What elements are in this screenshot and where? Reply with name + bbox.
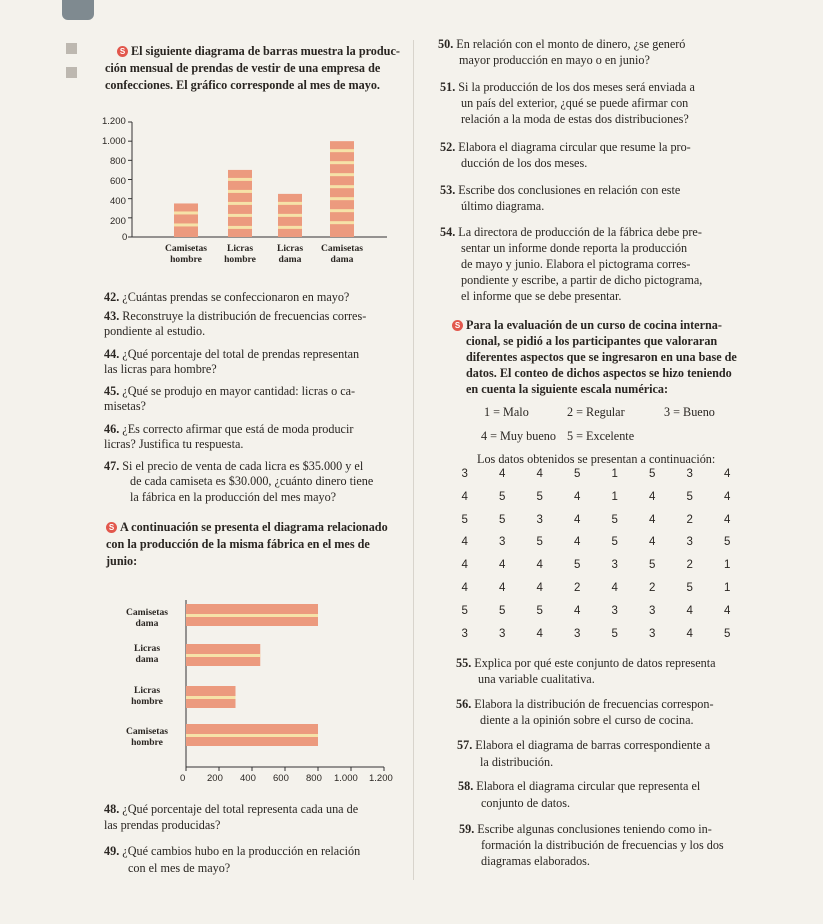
bar-stripe [278, 226, 302, 229]
question-50-cont: mayor producción en mayo o en junio? [459, 53, 650, 67]
may-bar-chart [102, 112, 402, 282]
table-row [446, 491, 746, 514]
question-42: 42. ¿Cuántas prendas se confeccionaron en mayo? [104, 290, 350, 304]
question-53: 53. Escribe dos conclusiones en relación con este [440, 183, 681, 197]
intro-cocina-line-1: S Para la evaluación de un curso de cocina interna- [452, 318, 722, 334]
table-cell: 3 [649, 604, 656, 617]
question-45-cont: misetas? [104, 399, 146, 413]
table-cell: 4 [499, 581, 506, 594]
table-cell: 5 [686, 581, 693, 594]
question-51-cont: un país del exterior, ¿qué se puede afirmar con [461, 96, 689, 110]
table-cell: 4 [574, 513, 581, 526]
table-cell: 5 [536, 536, 543, 549]
bar-stripe [228, 178, 252, 181]
question-44-cont: las licras para hombre? [104, 362, 217, 376]
table-cell: 5 [536, 604, 543, 617]
intro-cocina-line-5: en cuenta la siguiente escala numérica: [466, 382, 669, 396]
y-tick-label: 200 [110, 216, 126, 227]
table-cell: 4 [536, 559, 543, 572]
june-bar-chart [100, 595, 410, 795]
bar-stripe [330, 161, 354, 164]
table-row [446, 559, 746, 582]
bar-stripe [186, 734, 318, 737]
table-cell: 1 [611, 490, 618, 503]
table-row [446, 605, 746, 628]
table-cell: 3 [461, 627, 468, 640]
scale-item: 1 = Malo [484, 405, 529, 419]
y-category-label: Camisetas dama [125, 607, 169, 629]
table-cell: 4 [686, 604, 693, 617]
table-cell: 5 [649, 468, 656, 480]
y-tick-label: 0 [122, 232, 128, 243]
bar-stripe [186, 654, 260, 657]
table-cell: 4 [461, 559, 468, 572]
y-category-label: Licras hombre [131, 685, 163, 707]
x-category-label: Licras dama [276, 243, 304, 265]
table-cell: 4 [499, 559, 506, 572]
bar-stripe [278, 202, 302, 205]
section-badge-icon: S [452, 320, 463, 331]
table-row [446, 628, 746, 651]
y-category-label: Licras dama [133, 643, 161, 665]
table-cell: 4 [686, 627, 693, 640]
question-55: 55. Explica por qué este conjunto de datos representa [456, 656, 716, 670]
bar-stripe [228, 190, 252, 193]
question-54-cont: de mayo y junio. Elabora el pictograma corres- [461, 257, 691, 271]
table-cell: 2 [574, 581, 581, 594]
table-cell: 3 [686, 468, 693, 480]
table-cell: 1 [611, 468, 618, 480]
x-tick-label: 400 [240, 773, 256, 784]
bar-stripe [228, 226, 252, 229]
column-divider [413, 40, 414, 880]
question-58: 58. Elabora el diagrama circular que representa el [458, 779, 701, 793]
table-cell: 2 [649, 581, 656, 594]
table-intro: Los datos obtenidos se presentan a continuación: [477, 452, 716, 466]
table-cell: 4 [611, 581, 618, 594]
scale-item: 5 = Excelente [567, 429, 635, 443]
question-54-cont: pondiente y escribe, a partir de dicho pictograma, [461, 273, 703, 287]
question-54-cont: el informe que se debe presentar. [461, 289, 622, 303]
question-44: 44. ¿Qué porcentaje del total de prendas representan [104, 347, 360, 361]
table-cell: 4 [536, 468, 543, 480]
question-48-cont: las prendas producidas? [104, 818, 221, 832]
table-cell: 4 [536, 581, 543, 594]
intro-bar-line-3: confecciones. El gráfico corresponde al mes de mayo. [105, 78, 380, 92]
question-45: 45. ¿Qué se produjo en mayor cantidad: licras o ca- [104, 384, 356, 398]
question-46: 46. ¿Es correcto afirmar que está de moda producir [104, 422, 354, 436]
table-cell: 5 [461, 604, 468, 617]
scale-item: 3 = Bueno [664, 405, 715, 419]
table-cell: 4 [461, 490, 468, 503]
table-cell: 3 [499, 627, 506, 640]
x-category-label: Camisetas hombre [164, 243, 208, 265]
intro-cocina-line-2: cional, se pidió a los participantes que valoraran [466, 334, 718, 348]
y-category-label: Camisetas hombre [125, 726, 169, 748]
y-tick-label: 1.200 [102, 116, 126, 127]
question-52: 52. Elabora el diagrama circular que resume la pro- [440, 140, 691, 154]
intro-june-line-1: S A continuación se presenta el diagrama relacionado [106, 520, 388, 536]
question-54-cont: sentar un informe donde reporta la producción [461, 241, 688, 255]
scale-item: 4 = Muy bueno [481, 429, 556, 443]
table-row [446, 468, 746, 491]
intro-bar-line-2: ción mensual de prendas de vestir de una empresa de [105, 61, 381, 75]
intro-bar-line-1: S El siguiente diagrama de barras muestra la produc- [117, 44, 400, 60]
question-59: 59. Escribe algunas conclusiones teniendo como in- [459, 822, 712, 836]
bar-stripe [330, 173, 354, 176]
margin-marker [66, 67, 77, 78]
x-category-label: Camisetas dama [320, 243, 364, 265]
table-cell: 5 [611, 513, 618, 526]
x-tick-label: 600 [273, 773, 289, 784]
x-tick-label: 0 [180, 773, 186, 784]
bar-stripe [174, 223, 198, 226]
question-56: 56. Elabora la distribución de frecuencias correspon- [456, 697, 714, 711]
table-cell: 3 [499, 536, 506, 549]
section-badge-icon: S [117, 46, 128, 57]
y-tick-label: 600 [110, 176, 126, 187]
bar-stripe [330, 221, 354, 224]
page-header-tab [62, 0, 94, 20]
table-cell: 4 [724, 468, 731, 480]
table-cell: 5 [536, 490, 543, 503]
question-46-cont: licras? Justifica tu respuesta. [104, 437, 244, 451]
table-cell: 4 [536, 627, 543, 640]
bar-stripe [228, 202, 252, 205]
table-cell: 5 [499, 490, 506, 503]
table-cell: 5 [461, 513, 468, 526]
question-47-cont: la fábrica en la producción del mes mayo? [130, 490, 337, 504]
bar-stripe [228, 214, 252, 217]
question-52-cont: ducción de los dos meses. [461, 156, 588, 170]
question-49-cont: con el mes de mayo? [128, 861, 231, 875]
x-tick-label: 1.000 [334, 773, 358, 784]
table-row [446, 536, 746, 559]
table-cell: 5 [649, 559, 656, 572]
table-cell: 1 [724, 559, 731, 572]
table-cell: 2 [686, 513, 693, 526]
y-tick-label: 1.000 [102, 136, 126, 147]
table-cell: 5 [574, 559, 581, 572]
table-cell: 4 [649, 490, 656, 503]
bar-stripe [330, 197, 354, 200]
bar-stripe [330, 149, 354, 152]
x-tick-label: 200 [207, 773, 223, 784]
table-cell: 4 [574, 604, 581, 617]
question-57: 57. Elabora el diagrama de barras correspondiente a [457, 738, 711, 752]
table-cell: 2 [686, 559, 693, 572]
table-cell: 3 [536, 513, 543, 526]
intro-june-line-2: con la producción de la misma fábrica en el mes de [106, 537, 370, 551]
bar-stripe [330, 209, 354, 212]
question-51: 51. Si la producción de los dos meses será enviada a [440, 80, 695, 94]
question-50: 50. En relación con el monto de dinero, ¿se generó [438, 37, 686, 51]
table-cell: 4 [461, 536, 468, 549]
table-cell: 5 [724, 536, 731, 549]
table-cell: 4 [724, 513, 731, 526]
question-48: 48. ¿Qué porcentaje del total representa cada una de [104, 802, 359, 816]
table-cell: 1 [724, 581, 731, 594]
table-cell: 4 [574, 536, 581, 549]
question-57-cont: la distribución. [480, 755, 554, 769]
table-cell: 3 [649, 627, 656, 640]
table-cell: 5 [499, 604, 506, 617]
table-cell: 4 [574, 490, 581, 503]
question-55-cont: una variable cualitativa. [478, 672, 595, 686]
intro-cocina-line-4: datos. El conteo de dichos aspectos se hizo teniendo [466, 366, 732, 380]
question-58-cont: conjunto de datos. [481, 796, 571, 810]
scale-item: 2 = Regular [567, 405, 625, 419]
y-tick-label: 400 [110, 196, 126, 207]
intro-june-line-3: junio: [106, 554, 138, 568]
table-cell: 3 [611, 604, 618, 617]
question-59-cont: diagramas elaborados. [481, 854, 590, 868]
bar-stripe [186, 614, 318, 617]
question-43-cont: pondiente al estudio. [104, 324, 206, 338]
june-chart-canvas [100, 595, 410, 795]
table-cell: 3 [574, 627, 581, 640]
question-56-cont: diente a la opinión sobre el curso de cocina. [480, 713, 694, 727]
bar-stripe [330, 185, 354, 188]
table-cell: 4 [499, 468, 506, 480]
table-cell: 5 [724, 627, 731, 640]
question-53-cont: último diagrama. [461, 199, 545, 213]
bar-stripe [174, 211, 198, 214]
y-tick-label: 800 [110, 156, 126, 167]
table-cell: 4 [649, 513, 656, 526]
table-cell: 3 [611, 559, 618, 572]
table-row [446, 514, 746, 537]
table-cell: 3 [686, 536, 693, 549]
table-cell: 5 [611, 627, 618, 640]
table-cell: 4 [724, 604, 731, 617]
x-tick-label: 1.200 [369, 773, 393, 784]
bar-stripe [186, 696, 236, 699]
table-row [446, 582, 746, 605]
question-47-cont: de cada camiseta es $30.000, ¿cuánto dinero tiene [130, 474, 374, 488]
bar-stripe [278, 214, 302, 217]
table-cell: 5 [499, 513, 506, 526]
question-49: 49. ¿Qué cambios hubo en la producción en relación [104, 844, 361, 858]
table-cell: 5 [611, 536, 618, 549]
table-cell: 5 [574, 468, 581, 480]
x-tick-label: 800 [306, 773, 322, 784]
table-cell: 3 [461, 468, 468, 480]
question-59-cont: formación la distribución de frecuencias y los dos [481, 838, 724, 852]
question-43: 43. Reconstruye la distribución de frecuencias corres- [104, 309, 367, 323]
bar-1 [174, 203, 198, 237]
question-47: 47. Si el precio de venta de cada licra es $35.000 y el [104, 459, 364, 473]
question-51-cont: relación a la moda de estas dos distribuciones? [461, 112, 689, 126]
table-cell: 5 [686, 490, 693, 503]
ratings-table [446, 468, 746, 650]
question-54: 54. La directora de producción de la fábrica debe pre- [440, 225, 702, 239]
table-cell: 4 [724, 490, 731, 503]
table-cell: 4 [649, 536, 656, 549]
section-badge-icon: S [106, 522, 117, 533]
table-cell: 4 [461, 581, 468, 594]
x-category-label: Licras hombre [224, 243, 256, 265]
intro-cocina-line-3: diferentes aspectos que se ingresaron en una base de [466, 350, 737, 364]
margin-marker [66, 43, 77, 54]
